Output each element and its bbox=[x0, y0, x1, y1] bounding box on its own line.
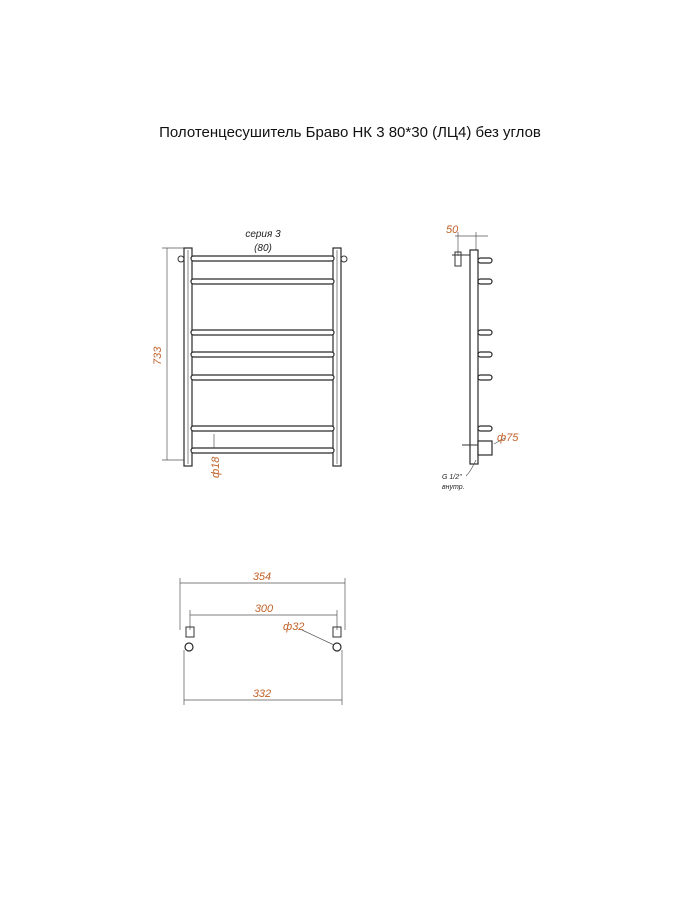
side-stub-5 bbox=[478, 375, 492, 380]
rail-dia-leader bbox=[302, 630, 334, 645]
side-stub-4 bbox=[478, 352, 492, 357]
right-top-mount bbox=[341, 256, 347, 262]
height-dim-label: 733 bbox=[152, 346, 164, 365]
pipe-dia-label: ф18 bbox=[210, 456, 222, 478]
base-width-label: 332 bbox=[252, 688, 272, 700]
rung-6 bbox=[191, 426, 334, 431]
left-top-mount bbox=[178, 256, 184, 262]
flange-dia-label: ф75 bbox=[497, 432, 519, 444]
thread-label: G 1/2" bbox=[442, 474, 462, 481]
rung-2 bbox=[191, 279, 334, 284]
rung-7 bbox=[191, 448, 334, 453]
series-width-label: (80) bbox=[254, 243, 272, 254]
outer-width-label: 354 bbox=[252, 571, 272, 583]
side-stub-6 bbox=[478, 426, 492, 431]
bottom-connector bbox=[478, 441, 492, 455]
top-view bbox=[180, 571, 345, 705]
page-title: Полотенцесушитель Браво НК 3 80*30 (ЛЦ4) без углов bbox=[159, 124, 541, 141]
curved-rail-outer bbox=[189, 647, 337, 664]
rung-5 bbox=[191, 375, 334, 380]
thread-type-label: внутр. bbox=[442, 484, 465, 491]
rail-dia-label: ф32 bbox=[283, 621, 305, 633]
side-upright bbox=[470, 250, 478, 464]
rung-4 bbox=[191, 352, 334, 357]
side-stub-1 bbox=[478, 258, 492, 263]
rail-right-end bbox=[333, 643, 341, 651]
depth-dim-label: 50 bbox=[446, 224, 459, 236]
side-view bbox=[442, 224, 519, 491]
rail-left-end bbox=[185, 643, 193, 651]
rung-1 bbox=[191, 256, 334, 261]
side-stub-2 bbox=[478, 279, 492, 284]
side-stub-3 bbox=[478, 330, 492, 335]
front-view bbox=[152, 229, 347, 478]
axis-width-label: 300 bbox=[254, 603, 274, 615]
rung-3 bbox=[191, 330, 334, 335]
series-label: серия 3 bbox=[245, 229, 281, 240]
